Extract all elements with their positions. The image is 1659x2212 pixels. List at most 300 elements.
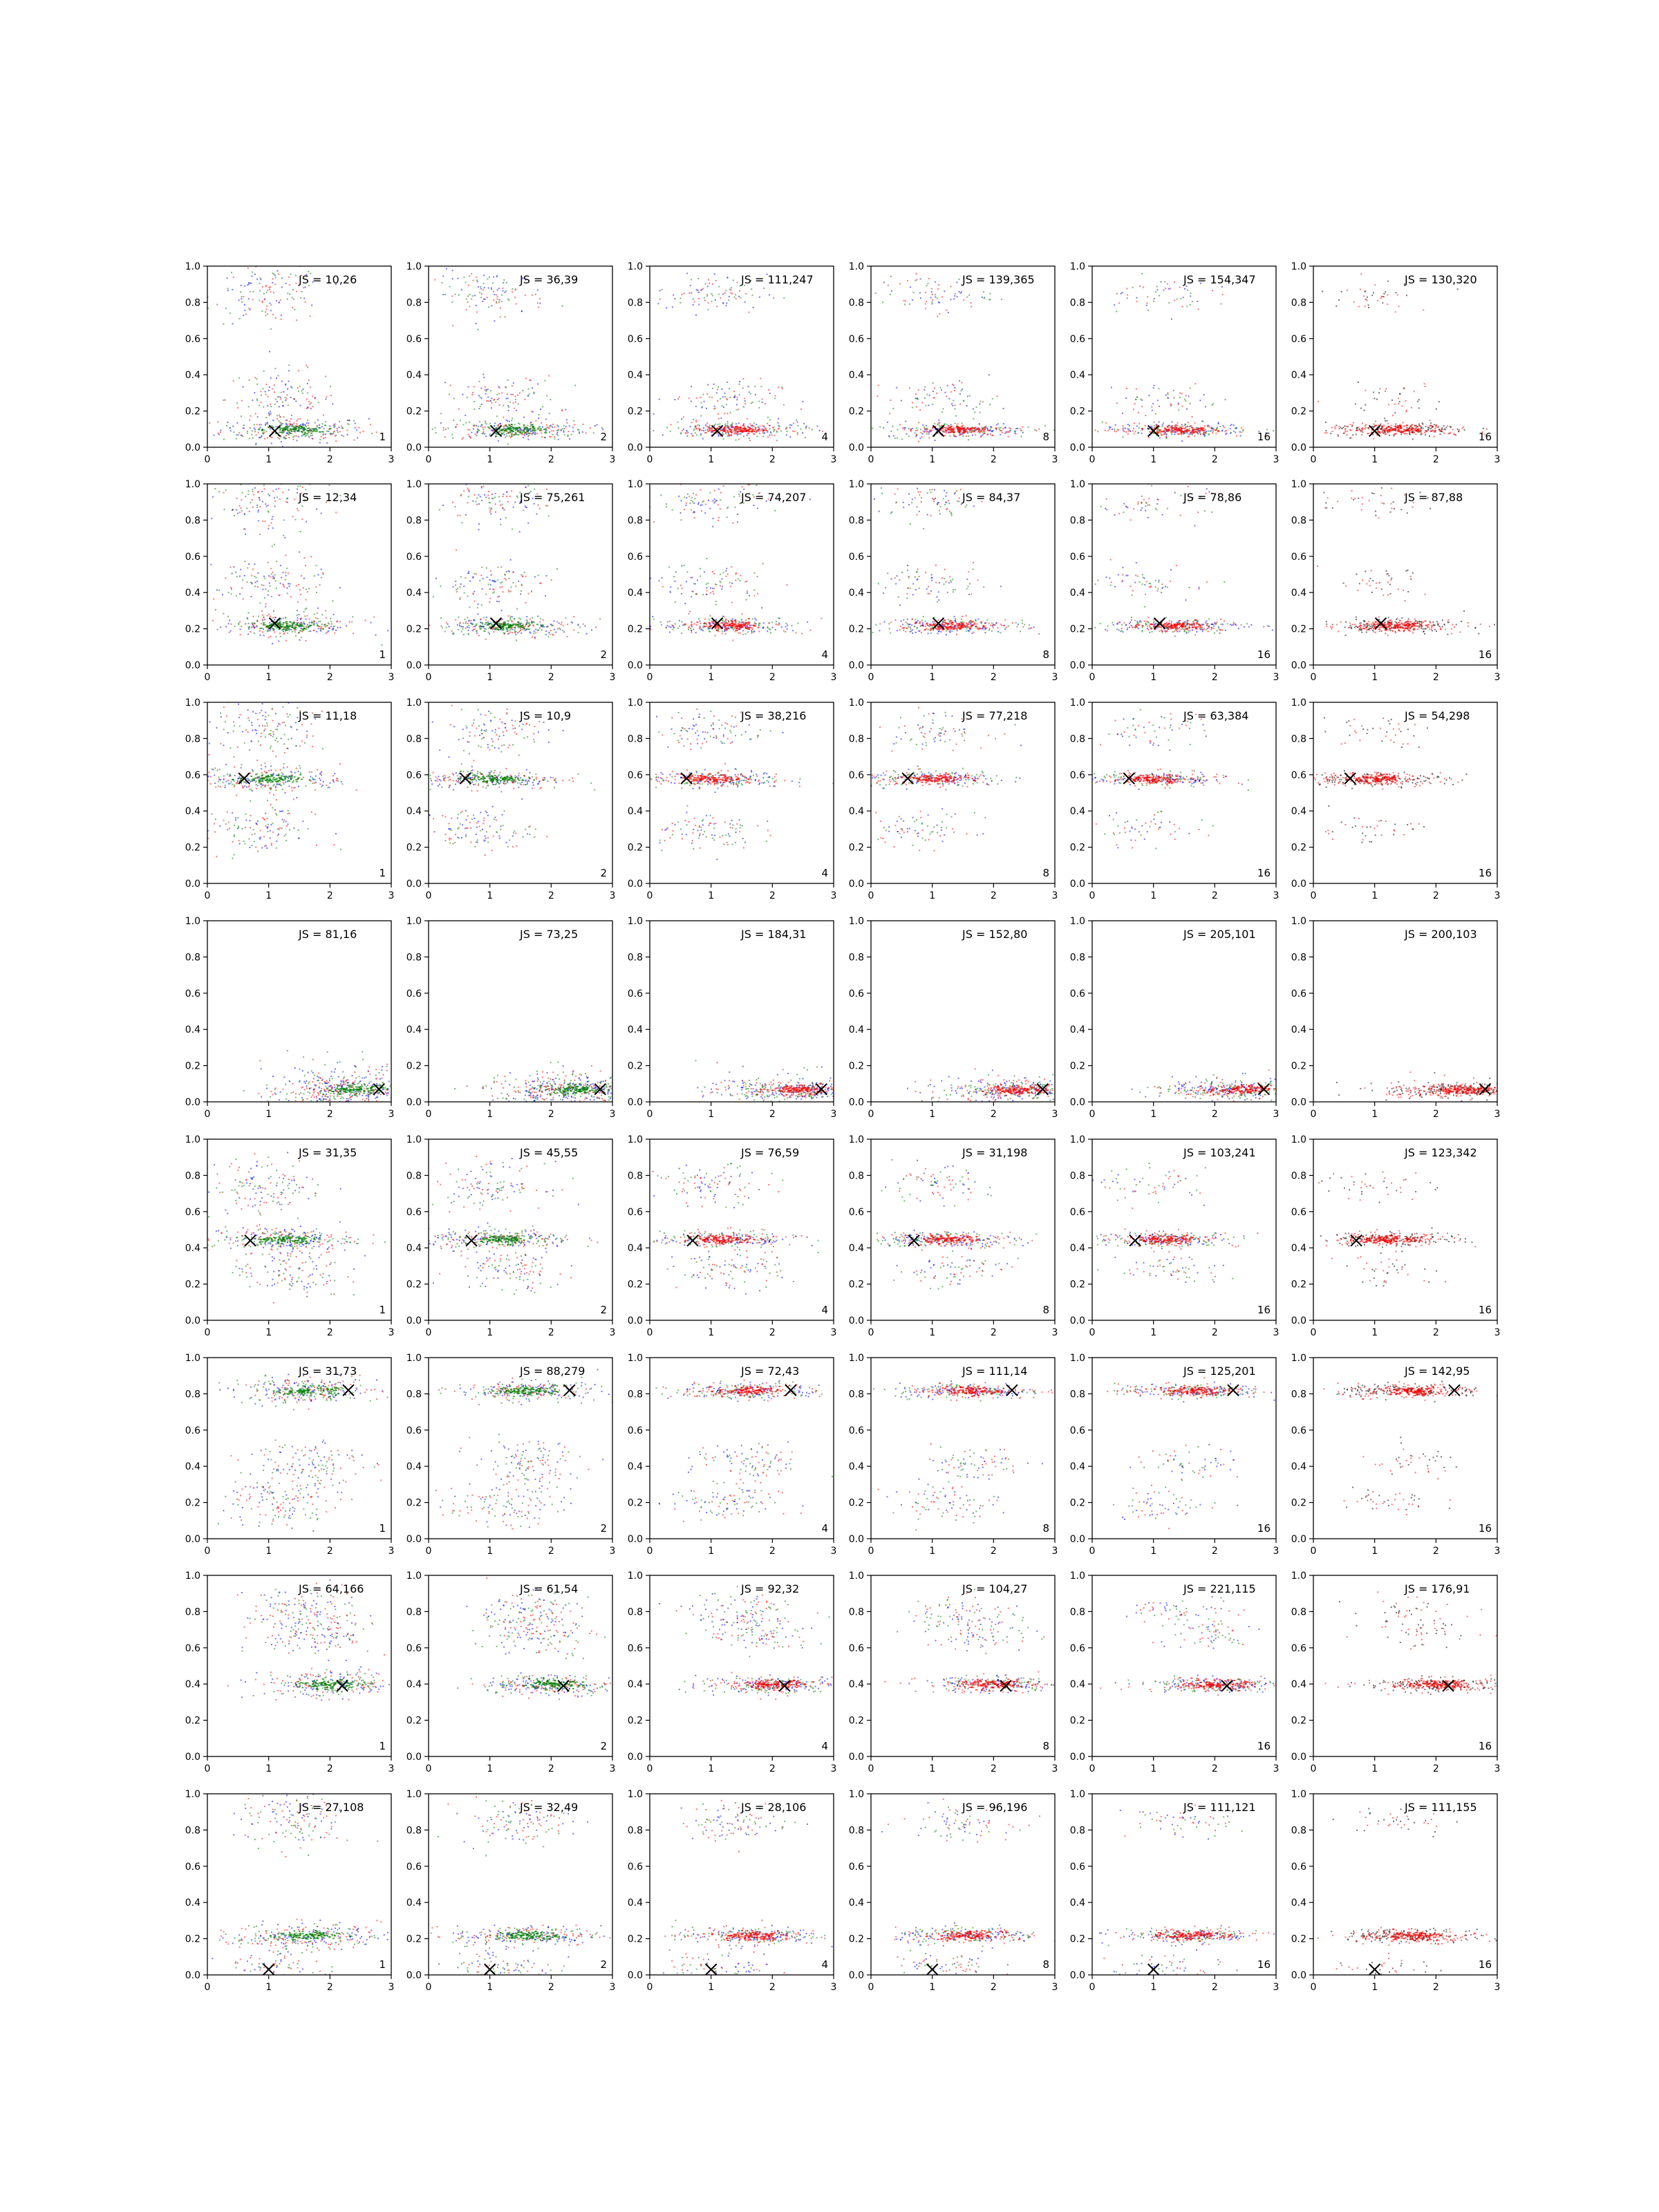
data-point xyxy=(1174,299,1175,301)
data-point xyxy=(1138,423,1140,424)
data-point xyxy=(950,426,953,427)
data-point xyxy=(1015,433,1017,435)
data-point xyxy=(466,299,467,300)
data-point xyxy=(218,491,220,492)
data-point xyxy=(1373,392,1374,393)
data-point xyxy=(666,625,668,626)
data-point xyxy=(205,642,206,644)
data-point xyxy=(1161,434,1163,435)
data-point xyxy=(727,574,729,575)
data-point xyxy=(213,599,214,600)
data-point xyxy=(469,627,470,628)
data-point xyxy=(929,430,930,431)
data-point xyxy=(1157,400,1159,401)
data-point xyxy=(476,632,478,634)
data-point xyxy=(1167,393,1168,394)
data-point xyxy=(311,429,313,430)
data-point xyxy=(746,581,747,582)
data-point xyxy=(287,627,289,628)
data-point xyxy=(532,636,533,637)
data-point xyxy=(926,431,928,433)
data-point xyxy=(269,351,270,353)
data-point xyxy=(700,568,701,570)
data-point xyxy=(1192,416,1193,418)
data-point xyxy=(745,293,747,294)
data-point xyxy=(516,639,517,641)
data-point xyxy=(349,621,350,623)
data-point xyxy=(1198,308,1199,310)
data-point xyxy=(485,299,486,300)
data-point xyxy=(720,582,722,583)
data-point xyxy=(718,286,720,288)
data-point xyxy=(455,581,456,582)
data-point xyxy=(1020,428,1021,429)
data-point xyxy=(535,433,536,435)
data-point xyxy=(711,293,712,294)
y-tick-label: 0.6 xyxy=(185,334,200,345)
data-point xyxy=(276,300,277,301)
data-point xyxy=(1359,429,1360,430)
data-point xyxy=(483,283,485,284)
data-point xyxy=(1183,433,1184,435)
data-point xyxy=(309,619,310,620)
data-point xyxy=(279,422,281,424)
data-point xyxy=(967,432,968,433)
data-point xyxy=(921,402,923,404)
data-point xyxy=(510,629,512,630)
data-point xyxy=(319,584,321,585)
data-point xyxy=(1356,434,1357,435)
data-point xyxy=(812,429,813,431)
data-point xyxy=(938,424,939,426)
data-point xyxy=(319,621,321,622)
data-point xyxy=(491,397,492,399)
data-point xyxy=(528,623,530,624)
data-point xyxy=(926,301,927,302)
data-point xyxy=(341,427,344,429)
data-point xyxy=(449,286,451,288)
data-point xyxy=(494,592,495,593)
data-point xyxy=(254,563,256,565)
data-point xyxy=(1223,425,1224,427)
data-point xyxy=(698,304,700,306)
data-point xyxy=(689,503,691,504)
data-point xyxy=(501,392,503,393)
data-point xyxy=(276,489,277,490)
data-point xyxy=(1001,299,1002,300)
data-point xyxy=(283,629,285,630)
data-point xyxy=(251,596,252,597)
data-point xyxy=(706,583,707,585)
data-point xyxy=(749,438,750,439)
data-point xyxy=(263,589,264,590)
data-point xyxy=(527,523,529,524)
data-point xyxy=(334,632,335,634)
data-point xyxy=(754,572,756,574)
data-point xyxy=(268,511,269,512)
data-point xyxy=(297,419,299,420)
data-point xyxy=(288,276,290,278)
data-point xyxy=(272,427,274,428)
data-point xyxy=(262,501,263,503)
data-point xyxy=(295,635,297,637)
data-point xyxy=(1161,426,1163,427)
data-point xyxy=(476,630,477,632)
data-point xyxy=(287,632,288,634)
data-point xyxy=(1116,311,1117,312)
data-point xyxy=(753,630,755,632)
data-point xyxy=(1420,430,1421,431)
data-point xyxy=(487,297,488,298)
data-point xyxy=(476,432,478,433)
data-point xyxy=(1362,423,1363,424)
data-point xyxy=(979,423,980,424)
data-point xyxy=(210,482,212,483)
data-point xyxy=(290,629,292,630)
data-point xyxy=(456,424,458,425)
data-point xyxy=(1116,293,1118,294)
data-point xyxy=(763,622,765,624)
data-point xyxy=(290,596,292,597)
data-point xyxy=(640,278,641,279)
data-point xyxy=(528,593,529,594)
data-point xyxy=(771,435,773,436)
data-point xyxy=(743,489,744,490)
data-point xyxy=(1196,432,1198,433)
data-point xyxy=(316,565,317,566)
data-point xyxy=(504,578,505,579)
data-point xyxy=(1368,304,1369,306)
data-point xyxy=(481,424,482,425)
data-point xyxy=(490,390,491,391)
data-point xyxy=(509,496,511,497)
data-point xyxy=(337,431,339,433)
data-point xyxy=(511,430,513,431)
data-point xyxy=(279,632,281,634)
data-point xyxy=(467,623,469,624)
data-point xyxy=(597,424,598,426)
panel-count-label: 1 xyxy=(379,431,386,443)
data-point xyxy=(301,391,303,392)
data-point xyxy=(323,438,324,439)
data-point xyxy=(739,427,741,429)
data-point xyxy=(1170,288,1171,290)
data-point xyxy=(483,299,485,300)
data-point xyxy=(1233,424,1235,426)
data-point xyxy=(959,404,961,405)
data-point xyxy=(983,291,984,292)
data-point xyxy=(1347,426,1349,427)
data-point xyxy=(1221,286,1223,288)
data-point xyxy=(268,287,270,288)
data-point xyxy=(507,620,509,621)
data-point xyxy=(949,435,950,437)
data-point xyxy=(261,310,263,312)
data-point xyxy=(1395,426,1397,427)
data-point xyxy=(285,501,287,503)
data-point xyxy=(673,625,674,626)
data-point xyxy=(444,382,446,383)
data-point xyxy=(250,631,251,632)
data-point xyxy=(479,292,480,293)
data-point xyxy=(769,628,770,630)
data-point xyxy=(889,413,890,414)
data-point xyxy=(294,435,295,437)
data-point xyxy=(693,503,695,504)
data-point xyxy=(1159,422,1160,423)
data-point xyxy=(706,558,707,559)
data-point xyxy=(261,424,262,425)
data-point xyxy=(196,621,198,622)
data-point xyxy=(1311,407,1313,409)
data-point xyxy=(296,283,297,284)
data-point xyxy=(480,621,481,623)
data-point xyxy=(267,630,269,632)
data-point xyxy=(375,635,377,636)
data-point xyxy=(675,624,676,625)
data-point xyxy=(330,618,331,619)
data-point xyxy=(503,632,505,634)
data-point xyxy=(1028,427,1029,428)
data-point xyxy=(515,634,516,635)
data-point xyxy=(285,400,286,401)
data-point xyxy=(1383,428,1385,429)
data-point xyxy=(313,620,315,621)
data-point xyxy=(290,397,292,398)
data-point xyxy=(302,424,303,425)
data-point xyxy=(787,584,788,585)
data-point xyxy=(697,290,699,291)
data-point xyxy=(903,300,905,301)
data-point xyxy=(566,422,568,424)
data-point xyxy=(301,622,302,624)
data-point xyxy=(1034,429,1035,431)
data-point xyxy=(1378,392,1380,393)
data-point xyxy=(718,386,719,388)
data-point xyxy=(1174,431,1176,433)
data-point xyxy=(489,598,491,599)
data-point xyxy=(274,497,275,498)
data-point xyxy=(227,616,229,617)
data-point xyxy=(285,621,288,622)
data-point xyxy=(278,420,279,422)
data-point xyxy=(461,626,462,627)
data-point xyxy=(482,433,484,434)
data-point xyxy=(505,478,506,480)
data-point xyxy=(497,629,499,630)
data-point xyxy=(472,295,474,297)
data-point xyxy=(322,628,324,630)
data-point xyxy=(953,299,955,300)
data-point xyxy=(312,395,313,397)
data-point xyxy=(1167,426,1169,427)
data-point xyxy=(1125,397,1127,399)
data-point xyxy=(334,431,335,432)
js-label: JS = 12,34 xyxy=(298,491,357,504)
data-point xyxy=(285,420,287,421)
data-point xyxy=(496,275,498,276)
data-point xyxy=(735,623,736,624)
data-point xyxy=(289,583,290,585)
data-point xyxy=(493,299,494,301)
data-point xyxy=(539,508,541,509)
data-point xyxy=(515,396,516,397)
data-point xyxy=(293,622,295,624)
data-point xyxy=(288,431,290,433)
data-point xyxy=(679,302,681,303)
data-point xyxy=(923,431,924,432)
data-point xyxy=(1184,424,1185,426)
data-point xyxy=(1183,428,1185,429)
data-point xyxy=(359,432,361,433)
data-point xyxy=(256,398,258,400)
data-point xyxy=(1432,426,1433,427)
data-point xyxy=(455,585,456,586)
data-point xyxy=(1136,301,1138,302)
data-point xyxy=(714,406,715,407)
data-point xyxy=(491,288,492,289)
data-point xyxy=(267,437,268,438)
data-point xyxy=(508,626,510,627)
data-point xyxy=(513,507,514,508)
data-point xyxy=(776,621,777,622)
data-point xyxy=(507,623,509,624)
data-point xyxy=(1371,294,1373,296)
data-point xyxy=(561,621,563,623)
data-point xyxy=(238,432,240,433)
data-point xyxy=(538,574,539,576)
x-tick-label: 0 xyxy=(205,454,211,465)
data-point xyxy=(897,429,899,430)
data-point xyxy=(740,297,741,299)
data-point xyxy=(469,275,470,276)
data-point xyxy=(233,276,234,278)
data-point xyxy=(268,575,270,577)
data-point xyxy=(563,430,564,431)
data-point xyxy=(290,626,292,627)
data-point xyxy=(758,401,760,402)
data-point xyxy=(723,438,724,440)
data-point xyxy=(1188,430,1190,431)
data-point xyxy=(299,632,300,633)
data-point xyxy=(214,488,216,489)
data-point xyxy=(658,303,659,304)
data-point xyxy=(744,428,747,429)
data-point xyxy=(248,623,250,624)
data-point xyxy=(573,616,574,617)
data-point xyxy=(513,427,515,429)
data-point xyxy=(679,626,680,627)
data-point xyxy=(500,430,503,431)
data-point xyxy=(685,433,687,434)
data-point xyxy=(1236,435,1237,437)
data-point xyxy=(510,591,512,592)
data-point xyxy=(961,426,963,427)
data-point xyxy=(499,423,500,424)
data-point xyxy=(1441,427,1443,429)
x-tick-label: 3 xyxy=(388,454,395,465)
data-point xyxy=(308,407,309,409)
data-point xyxy=(1382,431,1384,433)
y-tick-label: 0.4 xyxy=(628,370,643,381)
data-point xyxy=(461,289,462,290)
data-point xyxy=(1207,425,1208,427)
data-point xyxy=(459,623,460,624)
data-point xyxy=(535,294,536,295)
data-point xyxy=(485,386,486,388)
data-point xyxy=(763,288,765,289)
data-point xyxy=(1395,429,1396,430)
data-point xyxy=(256,620,258,621)
data-point xyxy=(491,494,493,495)
data-point xyxy=(1436,427,1438,428)
data-point xyxy=(301,628,302,629)
data-point xyxy=(1149,431,1151,433)
data-point xyxy=(261,491,263,492)
data-point xyxy=(533,392,534,393)
data-point xyxy=(479,580,480,581)
data-point xyxy=(310,630,311,632)
data-point xyxy=(212,620,214,621)
data-point xyxy=(966,435,967,437)
data-point xyxy=(821,618,822,619)
data-point xyxy=(726,576,727,577)
data-point xyxy=(556,621,558,623)
data-point xyxy=(241,298,242,299)
data-point xyxy=(681,632,682,634)
data-point xyxy=(478,603,479,605)
data-point xyxy=(313,624,315,626)
data-point xyxy=(1192,429,1194,430)
data-point xyxy=(1159,406,1160,407)
data-point xyxy=(1127,294,1128,296)
data-point xyxy=(498,601,500,602)
data-point xyxy=(445,429,447,430)
data-point xyxy=(800,409,802,410)
data-point xyxy=(693,511,695,512)
data-point xyxy=(239,318,241,319)
data-point xyxy=(519,531,521,532)
data-point xyxy=(932,294,933,295)
data-point xyxy=(1199,431,1201,432)
data-point xyxy=(1185,430,1188,431)
data-point xyxy=(1407,433,1408,435)
data-point xyxy=(819,430,821,431)
data-point xyxy=(730,412,731,413)
data-point xyxy=(929,431,930,433)
data-point xyxy=(916,273,917,274)
data-point xyxy=(499,404,500,406)
data-point xyxy=(1000,430,1002,431)
data-point xyxy=(303,557,305,559)
data-point xyxy=(1353,422,1354,424)
data-point xyxy=(990,429,991,430)
data-point xyxy=(310,430,312,431)
data-point xyxy=(568,431,569,432)
data-point xyxy=(973,409,974,410)
data-point xyxy=(326,431,328,432)
y-tick-label: 1.0 xyxy=(185,261,200,272)
data-point xyxy=(220,431,221,433)
data-point xyxy=(1452,429,1454,431)
data-point xyxy=(966,405,968,406)
data-point xyxy=(274,404,276,405)
data-point xyxy=(686,435,688,437)
data-point xyxy=(535,632,536,633)
data-point xyxy=(269,386,270,388)
data-point xyxy=(317,426,318,427)
data-point xyxy=(480,625,481,626)
